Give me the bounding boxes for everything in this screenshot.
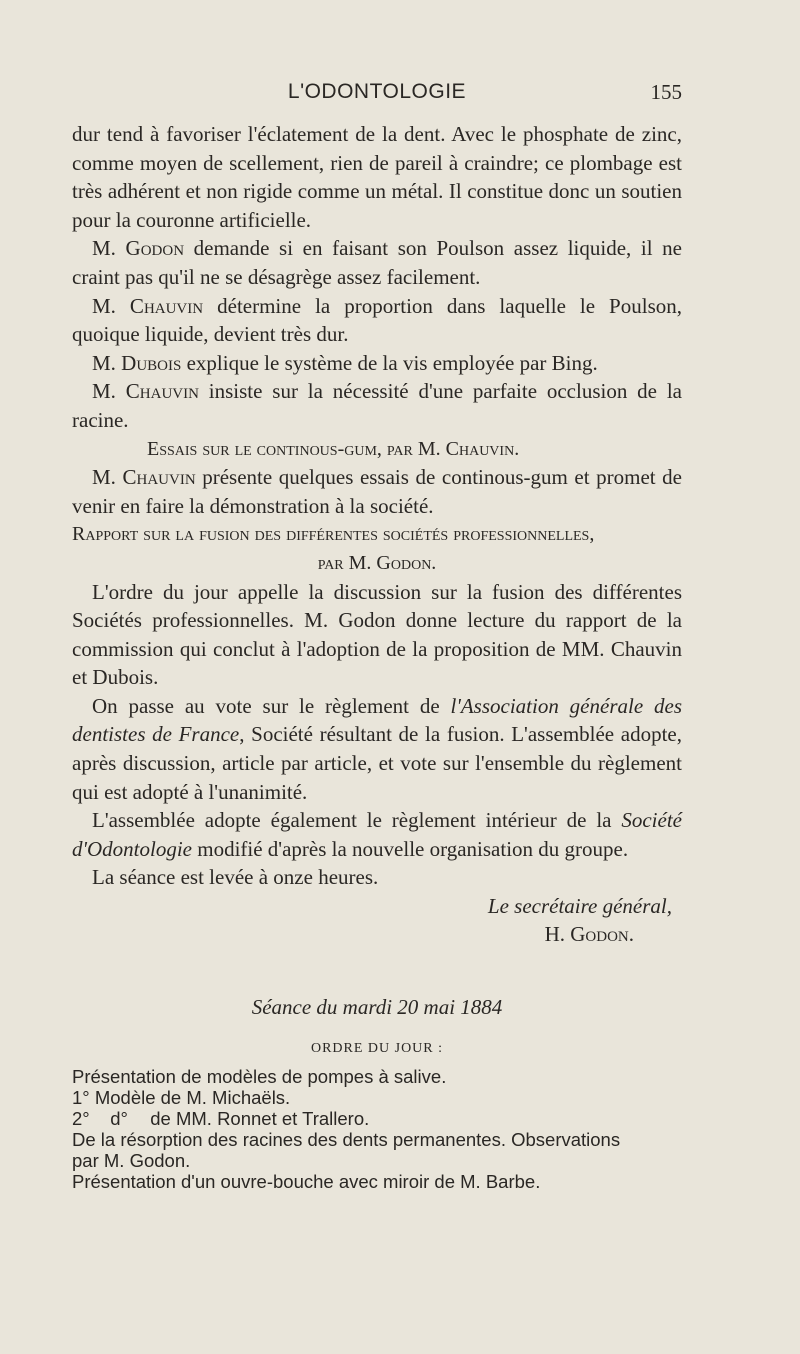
section-heading-author: par M. Godon. (317, 551, 437, 574)
signature-name: H. Godon. (544, 922, 634, 947)
paragraph-text: détermine la proportion dans laquelle le Poulson, quoique liquide, devient très dur. (72, 293, 682, 347)
ditto-mark: d° (110, 1108, 128, 1130)
agenda-item: Présentation d'un ouvre-bouche avec miroir de M. Barbe. (72, 1171, 541, 1193)
paragraph-text: présente quelques essais de continous-gum et promet de venir en faire la démonstration à la société. (72, 465, 683, 518)
speaker-name: M. Chauvin (92, 293, 204, 318)
paragraph-text: explique le système de la vis employée par Bing. (181, 350, 598, 375)
paragraph: dur tend à favoriser l'éclatement de la dent. Avec le phosphate de zinc, comme moyen de scellement, rien de pareil à craindre; ce plombage est très adhérent et non rigide comme un métal. Il constitue donc un soutien pour la couronne artificielle. (72, 122, 682, 232)
agenda-item: De la résorption des racines des dents permanentes. Observations (72, 1129, 621, 1151)
agenda-item-continuation: par M. Godon. (72, 1150, 191, 1172)
running-title: L'ODONTOLOGIE (287, 80, 467, 103)
paragraph (72, 292, 682, 349)
paragraph (72, 234, 682, 291)
italic-title: l'Association générale des dentistes de France (72, 693, 682, 747)
section-heading: Essais sur le continous-gum, par M. Chauvin. (147, 437, 520, 460)
agenda-item: Présentation de modèles de pompes à salive. (72, 1066, 447, 1088)
signature-role (72, 892, 672, 920)
paragraph: La séance est levée à onze heures. (92, 865, 379, 890)
page-header (72, 80, 682, 110)
page-number: 155 (650, 80, 682, 104)
section-heading: Rapport sur la fusion des différentes sociétés professionnelles, (72, 523, 595, 546)
paragraph (72, 349, 682, 378)
paragraph (72, 692, 682, 806)
italic-title: Société d'Odontologie (72, 808, 682, 861)
paragraph (72, 463, 682, 520)
signature-role-text: Le secrétaire général, (487, 894, 672, 919)
agenda-title: ORDRE DU JOUR : (310, 1041, 444, 1057)
paragraph-text: L'assemblée adopte également le règlement intérieur de la (92, 808, 622, 833)
speaker-name: M. Chauvin (92, 379, 199, 404)
paragraph (72, 377, 682, 434)
agenda-text: de MM. Ronnet et Trallero. (150, 1108, 370, 1130)
paragraph-text: , Société résultant de la fusion. L'assemblée adopte, après discussion, article par article, et vote sur l'ensemble du règlement qui est adopté à l'unanimité. (72, 722, 683, 804)
session-title-text: Séance du mardi 20 mai 1884 (251, 995, 503, 1020)
paragraph (72, 806, 682, 863)
speaker-name: M. Dubois (92, 350, 182, 375)
paragraph-text: insiste sur la nécessité d'une parfaite occlusion de la racine. (72, 379, 682, 432)
signature-block (72, 892, 682, 948)
agenda-item: 1° Modèle de M. Michaëls. (72, 1087, 291, 1109)
agenda-item (72, 1108, 682, 1129)
paragraph-text: demande si en faisant son Poulson assez liquide, il ne craint pas qu'il ne se désagrège assez facilement. (72, 236, 682, 289)
speaker-name: M. Chauvin (92, 465, 196, 490)
speaker-name: M. Godon (92, 236, 185, 261)
agenda-list (72, 1066, 682, 1192)
paragraph-text: modifié d'après la nouvelle organisation du groupe. (191, 836, 629, 861)
agenda-number: 2° (72, 1108, 90, 1130)
paragraph: L'ordre du jour appelle la discussion sur la fusion des différentes Sociétés professionnelles. M. Godon donne lecture du rapport de la commission qui conclut à l'adoption de la proposition de MM. Chauvin et Dubois. (72, 579, 682, 690)
session-title (72, 992, 682, 1022)
body-text (72, 120, 682, 1192)
paragraph-text: On passe au vote sur le règlement de (92, 693, 451, 718)
